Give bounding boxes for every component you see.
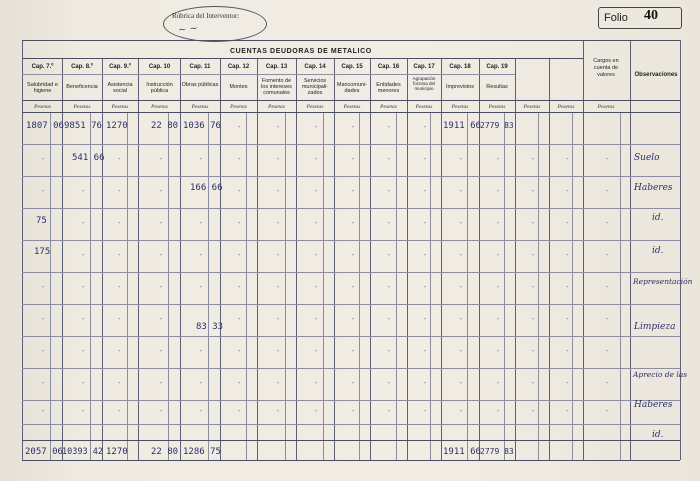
ditto-mark: " [118,158,121,164]
ditto-mark: " [460,158,463,164]
cent-line [467,112,468,460]
ditto-mark: " [532,382,535,388]
ditto-mark: " [238,126,241,132]
ditto-mark: " [277,286,280,292]
ditto-mark: " [160,190,163,196]
ditto-mark: " [388,350,391,356]
ditto-mark: " [352,254,355,260]
ditto-mark: " [566,318,569,324]
ditto-mark: " [82,286,85,292]
col-header-desc: Obras públicas [181,82,219,88]
observacion: Limpieza [634,322,676,332]
col-header-cap: Cap. 7.º [31,64,54,70]
rubrica-label: Rúbrica del Interventor: [172,12,240,20]
ditto-mark: " [118,382,121,388]
pesetas-label: Pesetas [343,104,361,110]
ditto-mark: " [160,286,163,292]
ditto-mark: " [238,410,241,416]
col-header-desc: Servicios municipali-zados [301,78,329,96]
ditto-mark: " [238,254,241,260]
grid-line [22,40,680,41]
col-header-desc: Mancomuni-dades [336,82,368,94]
grid-line [22,112,680,113]
cent-line [572,112,573,460]
ditto-mark: " [200,350,203,356]
ditto-mark: " [82,410,85,416]
ditto-mark: " [532,410,535,416]
section-title: CUENTAS DEUDORAS DE METALICO [230,48,372,55]
pesetas-label: Pesetas [380,104,397,110]
ditto-mark: " [315,286,318,292]
col-header-desc: Beneficencia [66,84,98,90]
pesetas-label: Pesetas [151,104,168,110]
col-header-cap: Cap. 10 [148,64,171,70]
observacion: Haberes [634,400,673,410]
cent-line [620,112,621,460]
ditto-mark: " [118,350,121,356]
ditto-mark: " [497,222,500,228]
ditto-mark: " [315,190,318,196]
col-header-desc: Montes [229,84,248,90]
col-header-desc: Salubridad e higiene [27,82,58,94]
ditto-mark: " [315,158,318,164]
ditto-mark: " [82,318,85,324]
ditto-mark: " [277,410,280,416]
cent-line [323,112,324,460]
ditto-mark: " [352,158,355,164]
ditto-mark: " [42,410,45,416]
ditto-mark: " [160,222,163,228]
cent-line [127,112,128,460]
grid-line [22,304,680,305]
pesetas-label: Pesetas [415,104,433,110]
ditto-mark: " [424,410,427,416]
observaciones-header: Observaciones [634,72,678,78]
pesetas-label: Pesetas [523,104,541,110]
ditto-mark: " [315,350,318,356]
ditto-mark: " [277,222,280,228]
ditto-mark: " [352,286,355,292]
col-header-cap: Cap. 18 [449,64,471,70]
ditto-mark: " [200,286,203,292]
ditto-mark: " [200,382,203,388]
ditto-mark: " [497,158,500,164]
ditto-mark: " [566,190,569,196]
cent-line [168,112,169,460]
ditto-mark: " [238,286,241,292]
ditto-mark: " [315,254,318,260]
ditto-mark: " [118,190,121,196]
ditto-mark: " [497,382,500,388]
entry-cap7: 175 [34,247,51,257]
ditto-mark: " [388,382,391,388]
ditto-mark: " [352,126,355,132]
col-header-cap: Cap. 12 [227,64,250,70]
pesetas-label: Pesetas [73,104,91,110]
ditto-mark: " [532,318,535,324]
ditto-mark: " [460,254,463,260]
col-header-desc: Fomento de los intereses comunales [261,78,292,96]
ditto-mark: " [424,254,427,260]
ditto-mark: " [82,382,85,388]
ditto-mark: " [532,350,535,356]
ditto-mark: " [352,382,355,388]
ditto-mark: " [200,254,203,260]
ditto-mark: " [460,222,463,228]
ditto-mark: " [238,190,241,196]
entry-cap11: 83 33 [196,322,224,332]
col-header-cap: Cap. 8.º [71,64,93,70]
ditto-mark: " [606,410,609,416]
ditto-mark: " [424,158,427,164]
ditto-mark: " [388,222,391,228]
observacion: Representación [633,277,693,286]
grid-line [22,368,680,369]
ditto-mark: " [160,158,163,164]
cargos-header: Cargos en cuenta de valores [593,58,619,78]
ditto-mark: " [277,254,280,260]
entry-cap7: 75 [36,216,47,226]
folio-label: Folio [604,12,628,24]
ditto-mark: " [118,410,121,416]
grid-line [22,40,23,460]
ditto-mark: " [277,382,280,388]
entry-cap8: 9851 76 [64,121,102,131]
entry-cap7: 1807 06 [26,121,64,131]
ditto-mark: " [82,222,85,228]
ditto-mark: " [606,286,609,292]
ditto-mark: " [238,350,241,356]
observacion: id. [652,246,664,256]
grid-line [22,144,680,145]
ditto-mark: " [388,190,391,196]
ditto-mark: " [238,158,241,164]
total-cap18: 1911 66 [443,447,481,457]
entry-cap11: 1036 76 [183,121,221,131]
ditto-mark: " [460,190,463,196]
ditto-mark: " [566,382,569,388]
ditto-mark: " [200,158,203,164]
folio-number: 40 [644,8,658,23]
ditto-mark: " [160,410,163,416]
observacion: Haberes [634,183,673,193]
grid-line [22,460,680,461]
col-header-cap: Cap. 19 [486,64,508,70]
ditto-mark: " [566,254,569,260]
col-header-desc: Imprevistos [445,84,475,90]
ditto-mark: " [606,350,609,356]
total-cap8: 10393 42 [62,447,103,457]
ditto-mark: " [497,410,500,416]
ditto-mark: " [277,126,280,132]
rubrica-signature: ~ ~ [177,22,199,37]
ditto-mark: " [606,222,609,228]
cent-line [538,112,539,460]
ditto-mark: " [566,410,569,416]
total-cap11: 1286 75 [183,447,221,457]
pesetas-label: Pesetas [451,104,469,110]
ditto-mark: " [532,286,535,292]
col-header-cap: Cap. 14 [304,64,326,70]
cent-line [285,112,286,460]
ditto-mark: " [424,350,427,356]
pesetas-label: Pesetas [230,104,247,110]
ditto-mark: " [424,126,427,132]
ditto-mark: " [352,318,355,324]
ditto-mark: " [497,350,500,356]
cent-line [50,112,51,460]
ditto-mark: " [566,350,569,356]
ditto-mark: " [566,158,569,164]
entry-cap11: 166 66 [190,183,223,193]
ditto-mark: " [42,158,45,164]
ditto-mark: " [460,382,463,388]
ditto-mark: " [238,318,241,324]
ditto-mark: " [460,286,463,292]
col-header-cap: Cap. 16 [377,64,400,70]
ditto-mark: " [388,126,391,132]
cent-line [359,112,360,460]
col-header-cap: Cap. 17 [413,64,435,70]
ditto-mark: " [352,350,355,356]
cent-line [90,112,91,460]
grid-line [22,58,583,59]
pesetas-label: Pesetas [488,104,506,110]
ditto-mark: " [497,190,500,196]
observacion: Aprecio de las [633,370,688,379]
grid-line [583,40,584,460]
grid-line [22,424,680,425]
ditto-mark: " [315,410,318,416]
ditto-mark: " [42,190,45,196]
cent-line [430,112,431,460]
ditto-mark: " [606,190,609,196]
col-header-desc: Agrupación forzosa del municipio [412,76,436,91]
pesetas-label: Pesetas [111,104,129,110]
total-cap19: 2779 83 [480,447,514,456]
grid-line [22,400,680,401]
col-header-cap: Cap. 9.º [109,64,131,70]
ditto-mark: " [497,286,500,292]
total-cap9: 1270 [106,447,128,457]
cent-line [246,112,247,460]
ditto-mark: " [388,158,391,164]
col-header-cap: Cap. 15 [341,64,363,70]
ditto-mark: " [42,286,45,292]
observacion: id. [652,430,664,440]
col-header-cap: Cap. 11 [189,64,211,70]
col-header-cap: Cap. 13 [265,64,288,70]
ditto-mark: " [388,286,391,292]
entry-cap10: 22 80 [151,121,179,131]
ditto-mark: " [497,318,500,324]
cent-line [504,112,505,460]
ditto-mark: " [352,190,355,196]
pesetas-label: Pesetas [557,104,575,110]
entry-cap19: 2779 83 [480,121,514,130]
ditto-mark: " [388,254,391,260]
ditto-mark: " [42,350,45,356]
cent-line [396,112,397,460]
ditto-mark: " [277,350,280,356]
cent-line [208,112,209,460]
ditto-mark: " [532,190,535,196]
ditto-mark: " [42,318,45,324]
ditto-mark: " [118,318,121,324]
total-cap7: 2057 06 [25,447,63,457]
ditto-mark: " [606,318,609,324]
ditto-mark: " [606,382,609,388]
ditto-mark: " [497,254,500,260]
ditto-mark: " [532,158,535,164]
grid-line [630,40,631,460]
ditto-mark: " [460,350,463,356]
pesetas-label: Pesetas [268,104,285,110]
ditto-mark: " [118,222,121,228]
ditto-mark: " [606,254,609,260]
col-header-desc: Instrucción pública [146,82,173,94]
col-header-desc: Asistencia social [107,82,133,94]
grid-line [22,272,680,273]
ditto-mark: " [42,382,45,388]
ditto-mark: " [315,382,318,388]
ditto-mark: " [82,254,85,260]
ditto-mark: " [160,382,163,388]
ditto-mark: " [532,222,535,228]
grid-line [22,74,515,75]
ditto-mark: " [200,410,203,416]
ditto-mark: " [352,222,355,228]
ditto-mark: " [238,222,241,228]
ditto-mark: " [424,382,427,388]
ditto-mark: " [118,254,121,260]
col-header-desc: Entidades menores [376,82,401,94]
observacion: id. [652,213,664,223]
observacion: Suelo [634,153,660,163]
ditto-mark: " [160,350,163,356]
ditto-mark: " [424,190,427,196]
ditto-mark: " [82,350,85,356]
ditto-mark: " [277,158,280,164]
pesetas-label: Pesetas [597,104,615,110]
ditto-mark: " [277,318,280,324]
ditto-mark: " [315,318,318,324]
ditto-mark: " [532,254,535,260]
grid-line [22,100,680,101]
ditto-mark: " [118,286,121,292]
col-header-desc: Resultas [486,84,508,90]
grid-line [22,208,680,209]
grid-line [680,40,681,460]
ditto-mark: " [388,318,391,324]
ditto-mark: " [315,222,318,228]
ditto-mark: " [566,222,569,228]
grid-line [22,336,680,337]
ditto-mark: " [606,158,609,164]
ditto-mark: " [424,318,427,324]
ditto-mark: " [160,254,163,260]
ditto-mark: " [460,410,463,416]
ditto-mark: " [424,286,427,292]
grid-line [22,440,680,441]
ditto-mark: " [566,286,569,292]
ditto-mark: " [82,190,85,196]
ditto-mark: " [388,410,391,416]
ditto-mark: " [160,318,163,324]
entry-cap8: 541 66 [72,153,105,163]
ditto-mark: " [315,126,318,132]
pesetas-label: Pesetas [191,104,209,110]
ditto-mark: " [424,222,427,228]
entry-cap9: 1270 [106,121,128,131]
entry-cap18: 1911 66 [443,121,481,131]
pesetas-label: Pesetas [34,104,51,110]
grid-line [22,240,680,241]
pesetas-label: Pesetas [306,104,324,110]
ditto-mark: " [460,318,463,324]
ditto-mark: " [352,410,355,416]
ditto-mark: " [277,190,280,196]
ditto-mark: " [238,382,241,388]
grid-line [22,176,680,177]
ditto-mark: " [200,222,203,228]
total-cap10: 22 80 [151,447,179,457]
